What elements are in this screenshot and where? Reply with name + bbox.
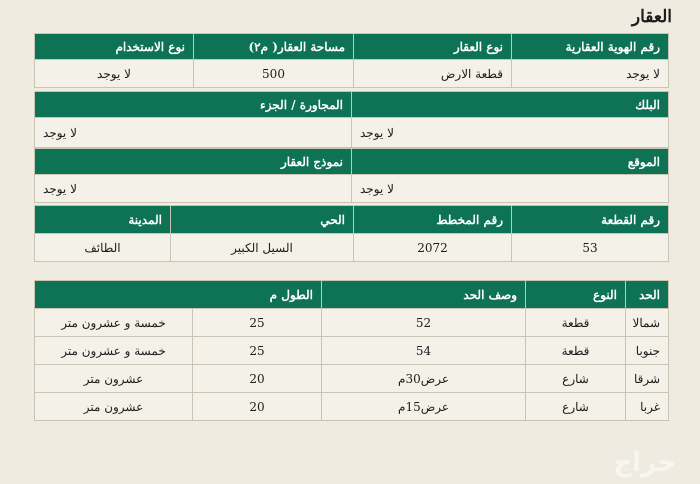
- boundary-description: 54: [322, 337, 526, 365]
- boundaries-table: [34, 280, 669, 421]
- boundary-length: 20: [193, 365, 322, 393]
- value-neighborhood-part: لا يوجد: [35, 118, 352, 148]
- boundary-length: 20: [193, 393, 322, 421]
- boundary-length-words: خمسة و عشرون متر: [35, 337, 193, 365]
- header-boundary-side: الحد: [626, 281, 669, 309]
- boundary-description: عرض30م: [322, 365, 526, 393]
- table-row: [35, 337, 669, 365]
- property-block-table: [34, 91, 669, 148]
- boundary-side: شمالا: [626, 309, 669, 337]
- watermark-logo: حراج: [613, 448, 676, 478]
- header-property-model: نموذج العقار: [35, 149, 352, 175]
- boundary-length: 25: [193, 337, 322, 365]
- header-neighborhood-part: المجاورة / الجزء: [35, 92, 352, 118]
- header-identity-number: رقم الهوية العقارية: [512, 34, 669, 60]
- boundary-side: جنوبا: [626, 337, 669, 365]
- boundary-description: 52: [322, 309, 526, 337]
- boundary-length: 25: [193, 309, 322, 337]
- value-property-area: 500: [194, 60, 354, 88]
- value-usage-type: لا يوجد: [35, 60, 194, 88]
- header-usage-type: نوع الاستخدام: [35, 34, 194, 60]
- header-boundary-description: وصف الحد: [322, 281, 526, 309]
- value-identity-number: لا يوجد: [512, 60, 669, 88]
- boundary-length-words: عشرون متر: [35, 393, 193, 421]
- value-city: الطائف: [35, 234, 171, 262]
- boundary-side: شرقا: [626, 365, 669, 393]
- header-boundary-length: الطول م: [35, 281, 322, 309]
- property-basic-table: [34, 33, 669, 88]
- page-title: العقار: [631, 7, 672, 27]
- value-block: لا يوجد: [352, 118, 669, 148]
- header-plan-number: رقم المخطط: [354, 206, 512, 234]
- value-district: السيل الكبير: [171, 234, 354, 262]
- boundary-type: قطعة: [526, 309, 626, 337]
- value-plan-number: 2072: [354, 234, 512, 262]
- value-plot-number: 53: [512, 234, 669, 262]
- table-row: [35, 309, 669, 337]
- property-location-table: [34, 148, 669, 203]
- table-row: [35, 393, 669, 421]
- table-row: [35, 365, 669, 393]
- header-location: الموقع: [352, 149, 669, 175]
- header-property-area: مساحة العقار( م٢): [194, 34, 354, 60]
- boundary-type: شارع: [526, 393, 626, 421]
- header-block: البلك: [352, 92, 669, 118]
- value-location: لا يوجد: [352, 175, 669, 203]
- header-plot-number: رقم القطعة: [512, 206, 669, 234]
- value-property-type: قطعة الارض: [354, 60, 512, 88]
- property-plot-table: [34, 205, 669, 262]
- header-city: المدينة: [35, 206, 171, 234]
- header-boundary-type: النوع: [526, 281, 626, 309]
- boundary-length-words: خمسة و عشرون متر: [35, 309, 193, 337]
- value-property-model: لا يوجد: [35, 175, 352, 203]
- boundary-length-words: عشرون متر: [35, 365, 193, 393]
- header-property-type: نوع العقار: [354, 34, 512, 60]
- boundary-side: غربا: [626, 393, 669, 421]
- boundary-type: قطعة: [526, 337, 626, 365]
- header-district: الحي: [171, 206, 354, 234]
- boundary-description: عرض15م: [322, 393, 526, 421]
- boundary-type: شارع: [526, 365, 626, 393]
